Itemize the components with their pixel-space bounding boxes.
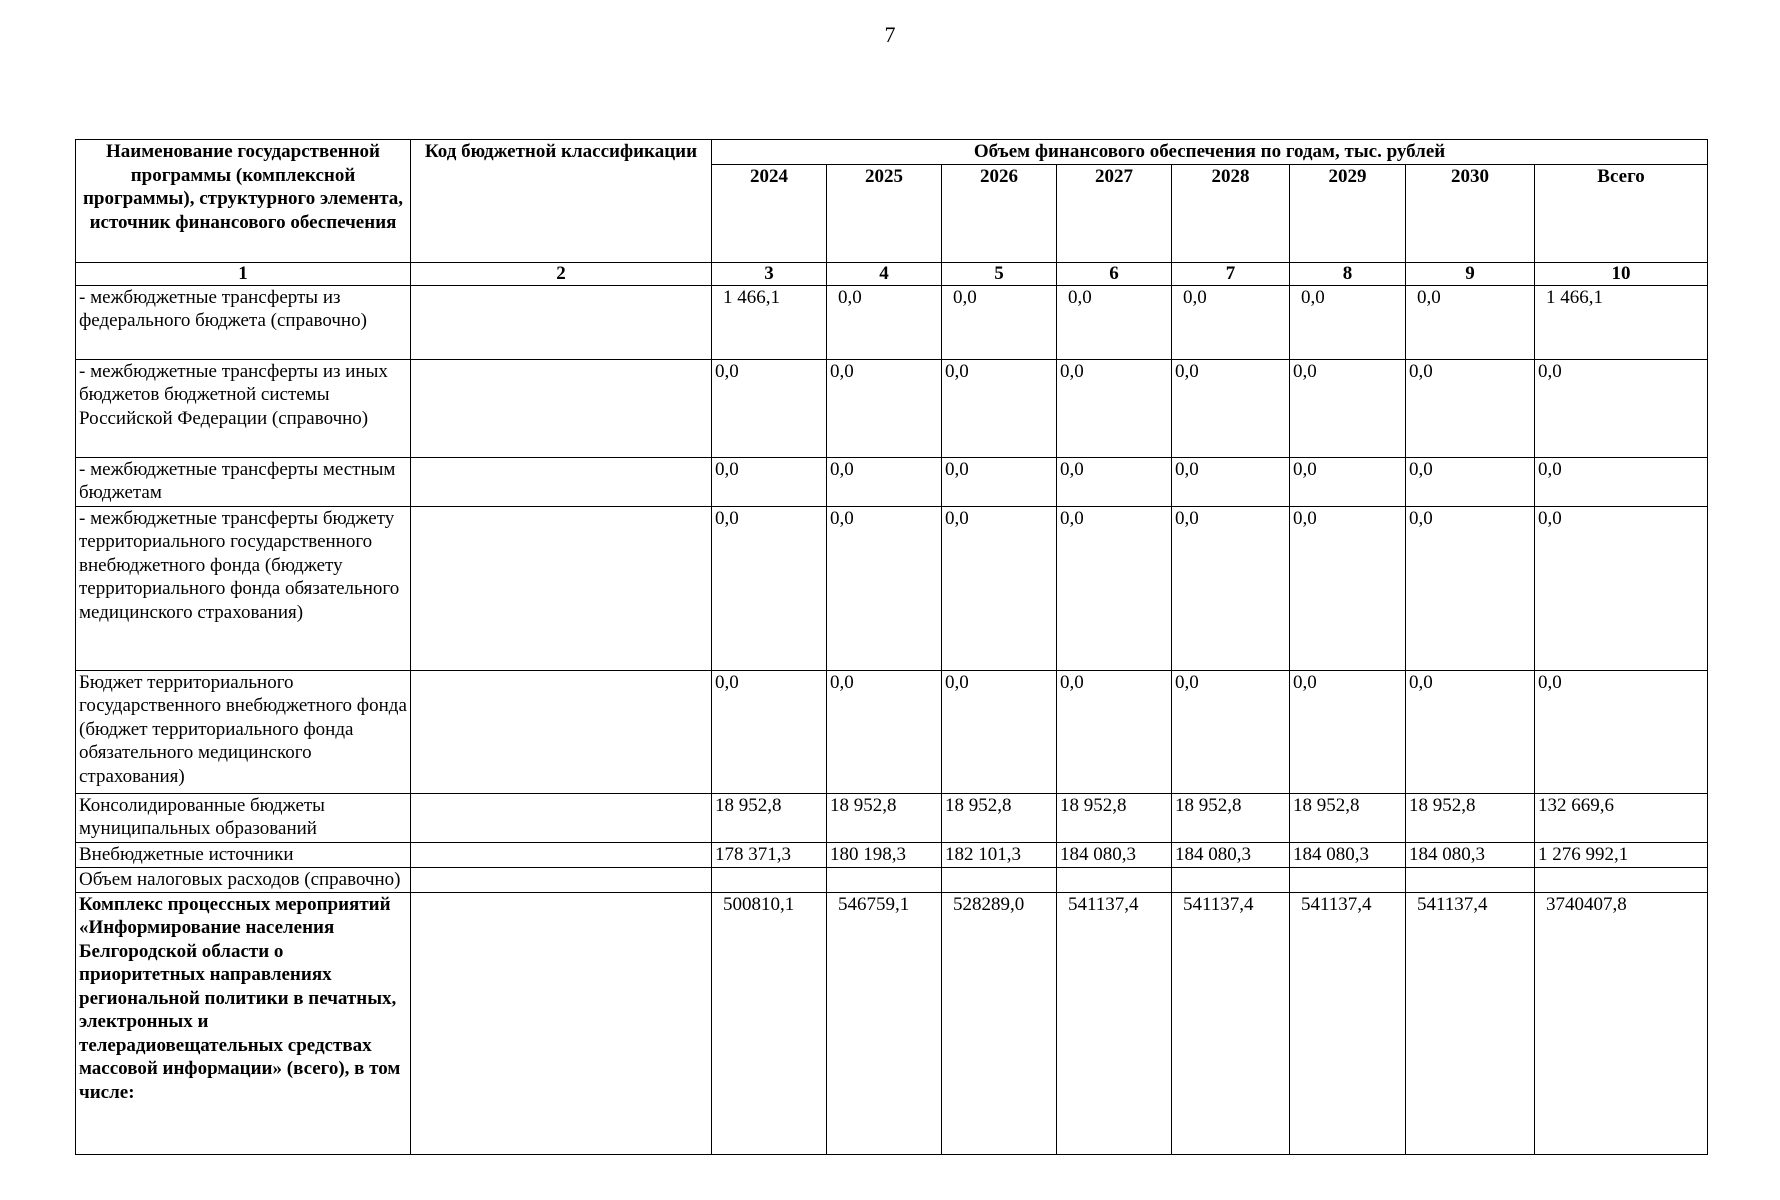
row-name: Комплекс процессных мероприятий «Информирование населения Белгородской области о приоритетных направлениях региональной политики в печатных, электронных и телерадиовещательных средствах массовой информации» (всего), в том числе: xyxy=(76,892,411,1154)
table-row xyxy=(76,457,1708,506)
row-value: 0,0 xyxy=(1172,670,1290,793)
row-value: 0,0 xyxy=(1290,359,1406,457)
row-value: 18 952,8 xyxy=(942,793,1057,842)
table-row xyxy=(76,867,1708,892)
row-value: 0,0 xyxy=(1535,506,1708,670)
row-code xyxy=(411,842,712,867)
row-code xyxy=(411,867,712,892)
row-value: 182 101,3 xyxy=(942,842,1057,867)
header-year: 2028 xyxy=(1172,164,1290,262)
row-value: 546759,1 xyxy=(827,892,942,1154)
row-value: 0,0 xyxy=(942,359,1057,457)
row-value xyxy=(1057,867,1172,892)
row-code xyxy=(411,359,712,457)
row-value: 0,0 xyxy=(1172,359,1290,457)
row-value: 184 080,3 xyxy=(1172,842,1290,867)
row-value: 0,0 xyxy=(942,457,1057,506)
row-name: Бюджет территориального государственного внебюджетного фонда (бюджет территориального фонда обязательного медицинского страхования) xyxy=(76,670,411,793)
row-value: 528289,0 xyxy=(942,892,1057,1154)
table-row xyxy=(76,285,1708,359)
row-value: 0,0 xyxy=(1535,457,1708,506)
row-value: 0,0 xyxy=(1406,670,1535,793)
row-value: 0,0 xyxy=(712,506,827,670)
row-name: - межбюджетные трансферты из иных бюджетов бюджетной системы Российской Федерации (справочно) xyxy=(76,359,411,457)
row-value: 1 466,1 xyxy=(712,285,827,359)
row-value: 0,0 xyxy=(1290,670,1406,793)
row-name: - межбюджетные трансферты местным бюджетам xyxy=(76,457,411,506)
column-number: 8 xyxy=(1290,262,1406,285)
row-value: 0,0 xyxy=(1535,670,1708,793)
row-value: 541137,4 xyxy=(1057,892,1172,1154)
row-value: 0,0 xyxy=(1290,457,1406,506)
row-value: 0,0 xyxy=(1057,285,1172,359)
row-name: Объем налоговых расходов (справочно) xyxy=(76,867,411,892)
table-row xyxy=(76,359,1708,457)
row-value: 0,0 xyxy=(712,670,827,793)
column-number: 7 xyxy=(1172,262,1290,285)
header-year: 2026 xyxy=(942,164,1057,262)
row-value: 0,0 xyxy=(1172,506,1290,670)
row-value: 184 080,3 xyxy=(1057,842,1172,867)
row-value: 132 669,6 xyxy=(1535,793,1708,842)
row-value: 0,0 xyxy=(1290,285,1406,359)
header-year: 2030 xyxy=(1406,164,1535,262)
page-number: 7 xyxy=(884,22,896,47)
row-value xyxy=(1172,867,1290,892)
row-value: 1 466,1 xyxy=(1535,285,1708,359)
row-name: Внебюджетные источники xyxy=(76,842,411,867)
column-number: 6 xyxy=(1057,262,1172,285)
row-value xyxy=(1535,867,1708,892)
row-value xyxy=(1406,867,1535,892)
row-value: 18 952,8 xyxy=(1406,793,1535,842)
row-value: 541137,4 xyxy=(1290,892,1406,1154)
row-value: 0,0 xyxy=(827,285,942,359)
table-row xyxy=(76,506,1708,670)
column-number: 4 xyxy=(827,262,942,285)
row-value xyxy=(942,867,1057,892)
row-value: 184 080,3 xyxy=(1406,842,1535,867)
row-value: 0,0 xyxy=(1535,359,1708,457)
header-code: Код бюджетной классификации xyxy=(411,140,712,263)
row-value: 1 276 992,1 xyxy=(1535,842,1708,867)
row-value: 3740407,8 xyxy=(1535,892,1708,1154)
row-value: 0,0 xyxy=(1172,457,1290,506)
row-value: 180 198,3 xyxy=(827,842,942,867)
table-row xyxy=(76,793,1708,842)
row-value: 541137,4 xyxy=(1406,892,1535,1154)
row-code xyxy=(411,285,712,359)
column-number: 3 xyxy=(712,262,827,285)
table-row xyxy=(76,892,1708,1154)
row-value xyxy=(712,867,827,892)
row-value: 0,0 xyxy=(1406,457,1535,506)
row-code xyxy=(411,670,712,793)
row-value: 0,0 xyxy=(712,457,827,506)
column-number: 10 xyxy=(1535,262,1708,285)
row-value: 178 371,3 xyxy=(712,842,827,867)
row-value: 0,0 xyxy=(712,359,827,457)
row-value xyxy=(827,867,942,892)
row-value: 0,0 xyxy=(942,670,1057,793)
column-number: 1 xyxy=(76,262,411,285)
row-value: 0,0 xyxy=(827,670,942,793)
header-year: 2024 xyxy=(712,164,827,262)
row-code xyxy=(411,457,712,506)
header-total: Всего xyxy=(1535,164,1708,262)
row-value: 0,0 xyxy=(942,285,1057,359)
row-value xyxy=(1290,867,1406,892)
row-name: - межбюджетные трансферты из федерального бюджета (справочно) xyxy=(76,285,411,359)
header-year: 2025 xyxy=(827,164,942,262)
row-value: 0,0 xyxy=(1172,285,1290,359)
row-code xyxy=(411,892,712,1154)
row-name: Консолидированные бюджеты муниципальных образований xyxy=(76,793,411,842)
row-value: 0,0 xyxy=(1057,359,1172,457)
row-value: 18 952,8 xyxy=(827,793,942,842)
column-number: 9 xyxy=(1406,262,1535,285)
header-name: Наименование государственной программы (комплексной программы), структурного элемента, источник финансового обеспечения xyxy=(76,140,411,263)
row-value: 0,0 xyxy=(1406,359,1535,457)
row-value: 500810,1 xyxy=(712,892,827,1154)
column-number: 5 xyxy=(942,262,1057,285)
row-value: 0,0 xyxy=(827,457,942,506)
row-value: 0,0 xyxy=(942,506,1057,670)
row-value: 0,0 xyxy=(827,359,942,457)
table-row xyxy=(76,670,1708,793)
row-value: 18 952,8 xyxy=(1290,793,1406,842)
column-number: 2 xyxy=(411,262,712,285)
row-value: 0,0 xyxy=(1406,285,1535,359)
row-name: - межбюджетные трансферты бюджету территориального государственного внебюджетного фонда (бюджету территориального фонда обязательного медицинского страхования) xyxy=(76,506,411,670)
row-code xyxy=(411,793,712,842)
row-value: 18 952,8 xyxy=(1057,793,1172,842)
row-value: 0,0 xyxy=(1057,457,1172,506)
table-row xyxy=(76,842,1708,867)
row-value: 184 080,3 xyxy=(1290,842,1406,867)
header-year: 2029 xyxy=(1290,164,1406,262)
row-value: 0,0 xyxy=(1406,506,1535,670)
budget-table xyxy=(75,139,1708,1155)
header-year: 2027 xyxy=(1057,164,1172,262)
row-value: 0,0 xyxy=(827,506,942,670)
row-value: 0,0 xyxy=(1057,506,1172,670)
row-value: 0,0 xyxy=(1290,506,1406,670)
row-code xyxy=(411,506,712,670)
row-value: 0,0 xyxy=(1057,670,1172,793)
row-value: 18 952,8 xyxy=(712,793,827,842)
row-value: 18 952,8 xyxy=(1172,793,1290,842)
row-value: 541137,4 xyxy=(1172,892,1290,1154)
header-volume: Объем финансового обеспечения по годам, тыс. рублей xyxy=(712,140,1708,165)
